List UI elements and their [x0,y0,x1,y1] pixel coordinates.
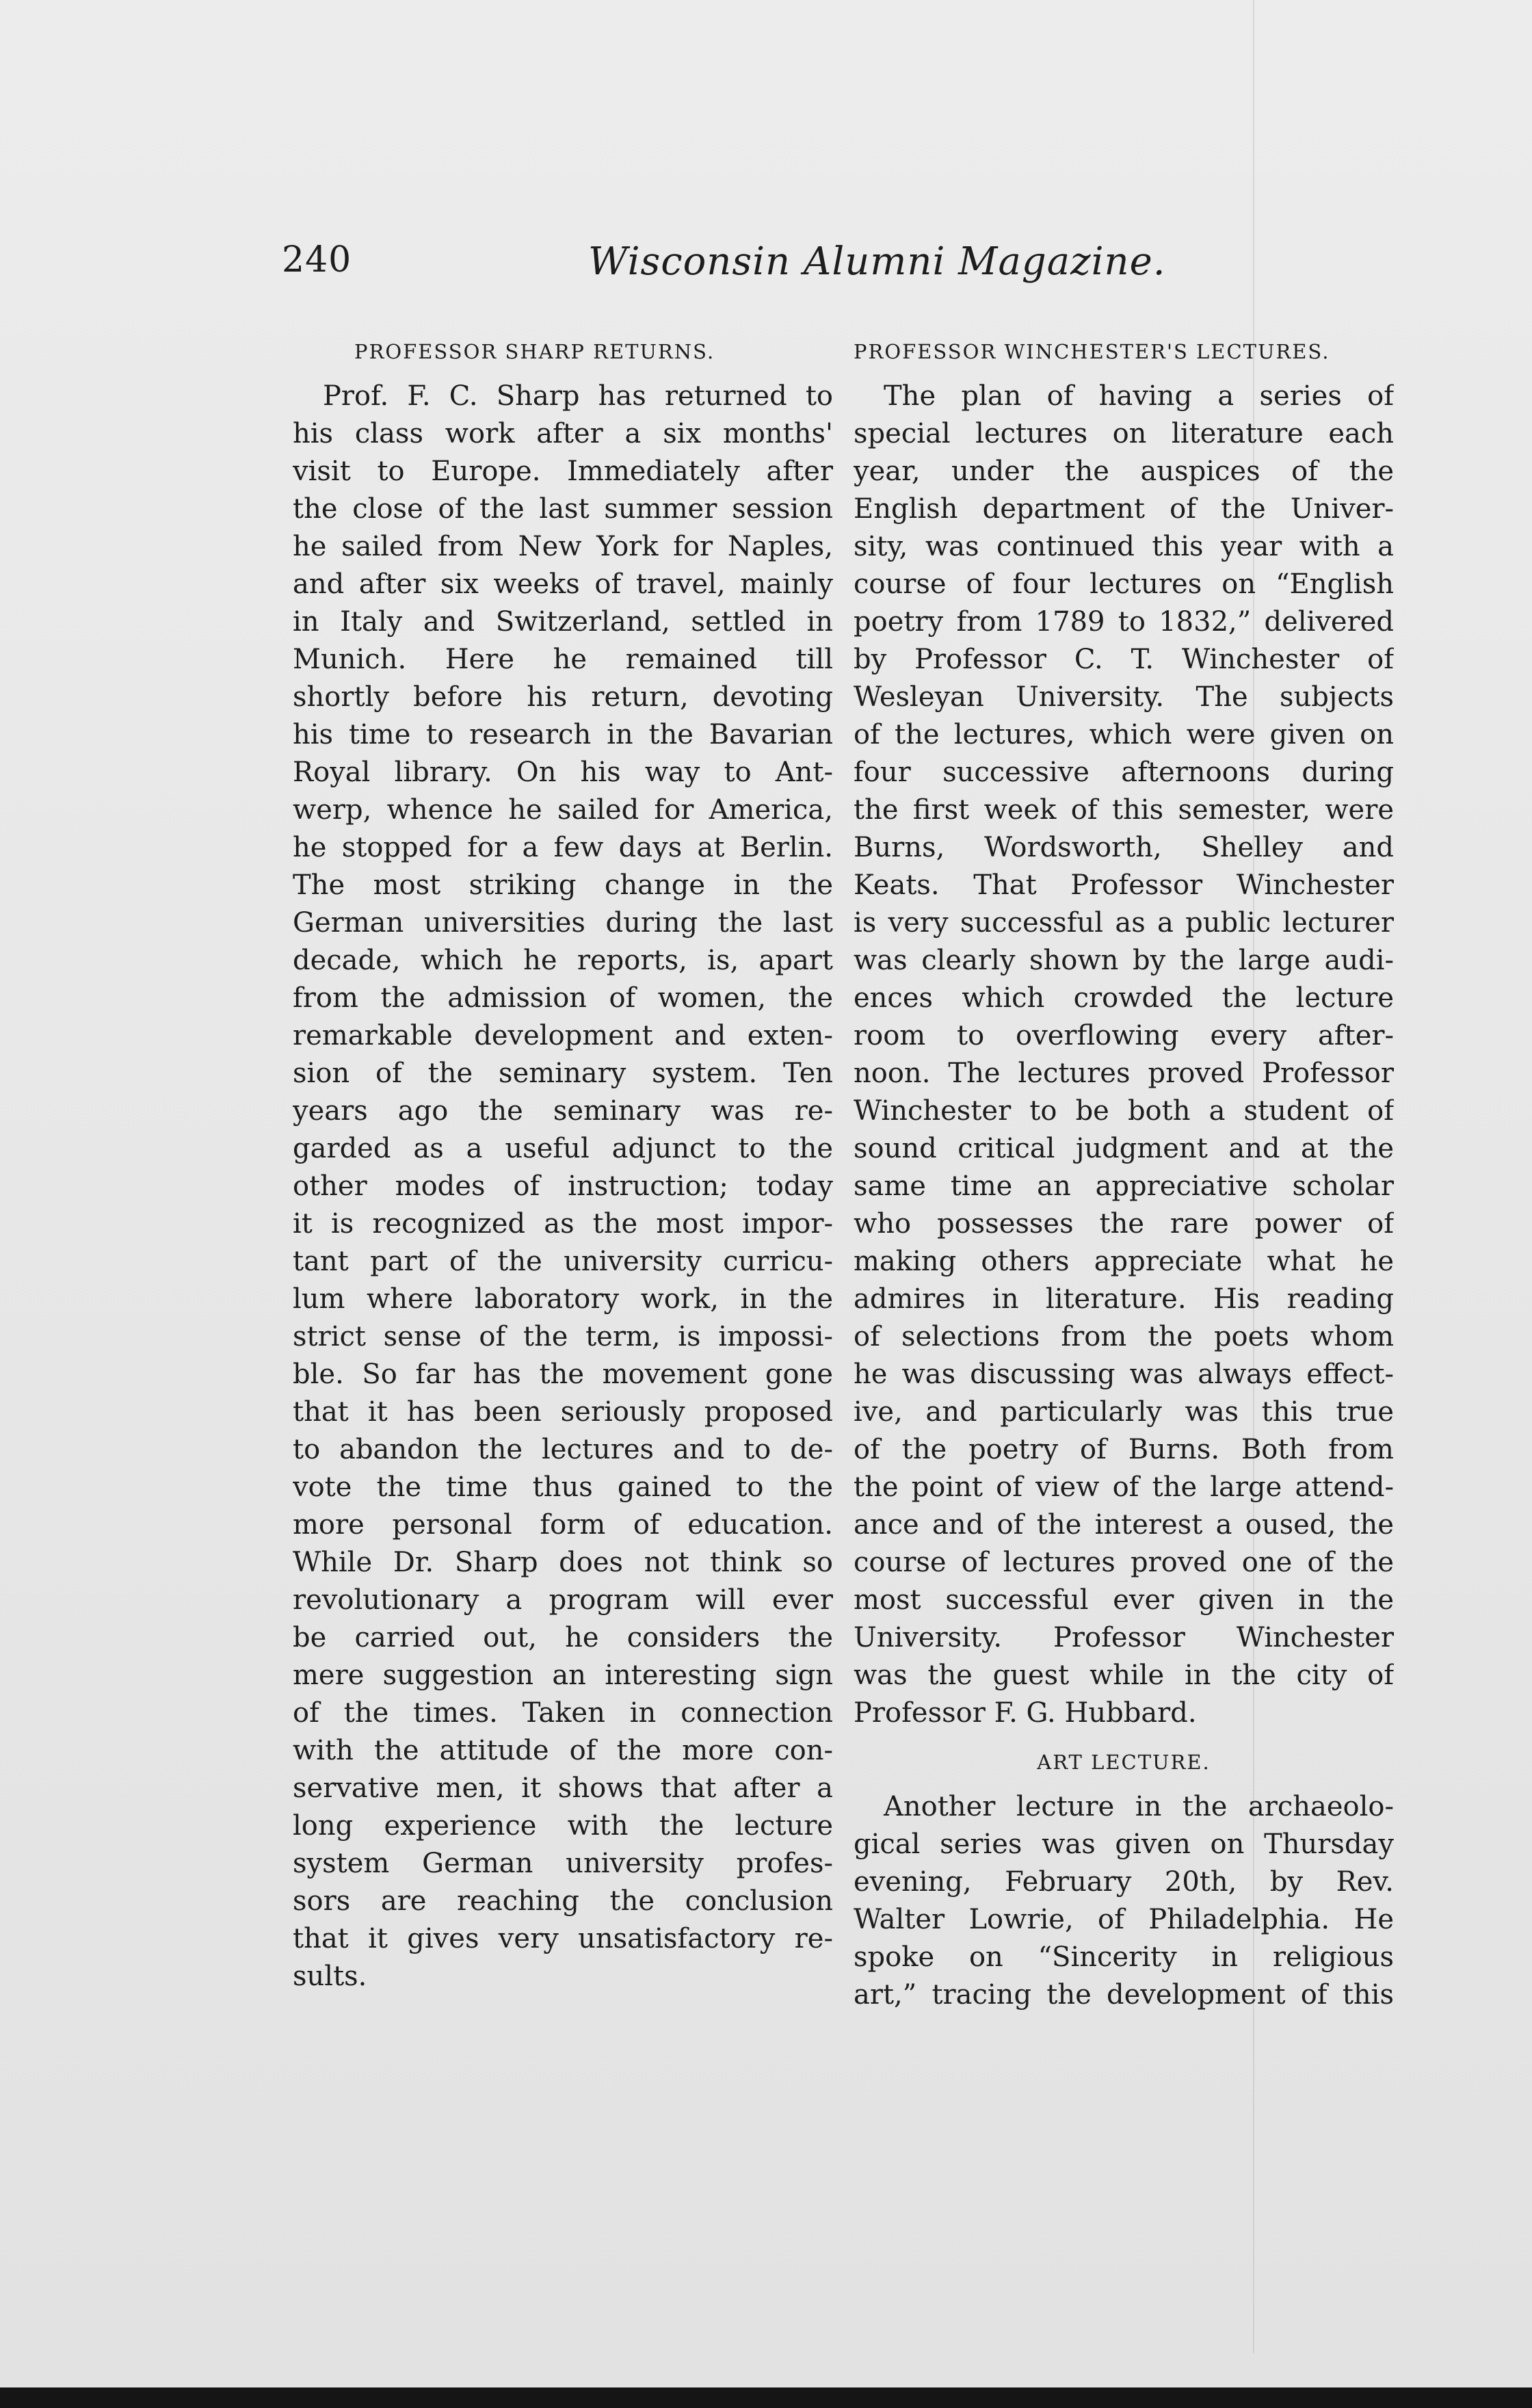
text-line: evening, February 20th, by Rev. [854,1866,1394,1898]
text-line: and after six weeks of travel, mainly [293,568,833,600]
text-line: year, under the auspices of the [854,456,1394,487]
text-line: the first week of this semester, were [854,794,1394,826]
text-line: most successful ever given in the [854,1584,1394,1616]
text-line: other modes of instruction; today [293,1170,833,1202]
text-line: tant part of the university curricu- [293,1246,833,1277]
text-line: by Professor C. T. Winchester of [854,644,1394,675]
text-line: in Italy and Switzerland, settled in [293,606,833,638]
text-line: the close of the last summer session [293,493,833,525]
text-line: be carried out, he considers the [293,1622,833,1653]
text-line: ble. So far has the movement gone [293,1359,833,1390]
text-line: of the times. Taken in connection [293,1697,833,1729]
text-line: art,” tracing the development of this [854,1979,1394,2011]
text-line: sors are reaching the conclusion [293,1885,833,1917]
text-line: Munich. Here he remained till [293,644,833,675]
text-line: While Dr. Sharp does not think so [293,1547,833,1578]
right-column-body-1 [854,378,1394,1732]
text-line: is very successful as a public lecturer [854,907,1394,939]
text-line: German universities during the last [293,907,833,939]
text-line: visit to Europe. Immediately after [293,456,833,487]
text-line: long experience with the lecture [293,1810,833,1842]
text-line: to abandon the lectures and to de- [293,1434,833,1465]
left-column [293,337,833,1995]
text-line: mere suggestion an interesting sign [293,1660,833,1691]
text-line: Keats. That Professor Winchester [854,869,1394,901]
text-line: shortly before his return, devoting [293,681,833,713]
text-line: gical series was given on Thursday [854,1829,1394,1860]
text-line: was clearly shown by the large audi- [854,945,1394,976]
running-title: Wisconsin Alumni Magazine. [588,239,1166,284]
text-line: Walter Lowrie, of Philadelphia. He [854,1904,1394,1935]
text-line: garded as a useful adjunct to the [293,1133,833,1164]
text-line: course of four lectures on “English [854,568,1394,600]
text-line: decade, which he reports, is, apart [293,945,833,976]
text-line: that it gives very unsatisfactory re- [293,1923,833,1954]
text-line: Winchester to be both a student of [854,1095,1394,1127]
text-line: Professor F. G. Hubbard. [854,1697,1197,1729]
text-line: ance and of the interest a oused, the [854,1509,1394,1541]
text-line: sound critical judgment and at the [854,1133,1394,1164]
text-line: more personal form of education. [293,1509,833,1541]
text-line: sity, was continued this year with a [854,531,1394,562]
section-heading-sharp: PROFESSOR SHARP RETURNS. [354,340,715,363]
text-line: sults. [293,1961,367,1992]
text-line: making others appreciate what he [854,1246,1394,1277]
text-line: his class work after a six months' [293,418,833,449]
text-line: lum where laboratory work, in the [293,1283,833,1315]
text-line: revolutionary a program will ever [293,1584,833,1616]
text-line: the point of view of the large attend- [854,1471,1394,1503]
text-line: course of lectures proved one of the [854,1547,1394,1578]
text-line: Burns, Wordsworth, Shelley and [854,832,1394,863]
text-line: Prof. F. C. Sharp has returned to [323,380,833,412]
text-line: The plan of having a series of [884,380,1394,412]
text-line: was the guest while in the city of [854,1660,1394,1691]
text-line: strict sense of the term, is impossi- [293,1321,833,1352]
text-line: room to overflowing every after- [854,1020,1394,1051]
text-line: sion of the seminary system. Ten [293,1058,833,1089]
section-spacer [854,1732,1394,1747]
text-line: it is recognized as the most impor- [293,1208,833,1240]
right-column-body-2 [854,1788,1394,2014]
text-line: he stopped for a few days at Berlin. [293,832,833,863]
text-line: servative men, it shows that after a [293,1772,833,1804]
section-heading-winchester: PROFESSOR WINCHESTER'S LECTURES. [854,340,1330,363]
text-line: Royal library. On his way to Ant- [293,757,833,788]
text-line: Wesleyan University. The subjects [854,681,1394,713]
text-line: English department of the Univer- [854,493,1394,525]
text-line: he was discussing was always effect- [854,1359,1394,1390]
text-line: special lectures on literature each [854,418,1394,449]
text-line: system German university profes- [293,1848,833,1879]
text-line: he sailed from New York for Naples, [293,531,833,562]
text-line: who possesses the rare power of [854,1208,1394,1240]
text-line: remarkable development and exten- [293,1020,833,1051]
text-line: spoke on “Sincerity in religious [854,1941,1394,1973]
right-column [854,337,1394,2014]
text-line: ive, and particularly was this true [854,1396,1394,1428]
text-line: same time an appreciative scholar [854,1170,1394,1202]
text-line: ences which crowded the lecture [854,982,1394,1014]
text-line: that it has been seriously proposed [293,1396,833,1428]
text-line: noon. The lectures proved Professor [854,1058,1394,1089]
text-line: of the lectures, which were given on [854,719,1394,750]
text-line: admires in literature. His reading [854,1283,1394,1315]
text-line: poetry from 1789 to 1832,” delivered [854,606,1394,638]
text-line: of selections from the poets whom [854,1321,1394,1352]
text-line: Another lecture in the archaeolo- [884,1791,1394,1822]
text-line: with the attitude of the more con- [293,1735,833,1766]
page-number: 240 [282,239,352,280]
text-line: University. Professor Winchester [854,1622,1394,1653]
text-line: years ago the seminary was re- [293,1095,833,1127]
text-line: vote the time thus gained to the [293,1471,833,1503]
scan-bottom-edge [0,2387,1532,2408]
text-line: his time to research in the Bavarian [293,719,833,750]
section-heading-art-lecture: ART LECTURE. [1037,1751,1211,1774]
left-column-body [293,378,833,1995]
text-line: four successive afternoons during [854,757,1394,788]
text-line: of the poetry of Burns. Both from [854,1434,1394,1465]
text-line: The most striking change in the [293,869,833,901]
text-line: from the admission of women, the [293,982,833,1014]
text-line: werp, whence he sailed for America, [293,794,833,826]
